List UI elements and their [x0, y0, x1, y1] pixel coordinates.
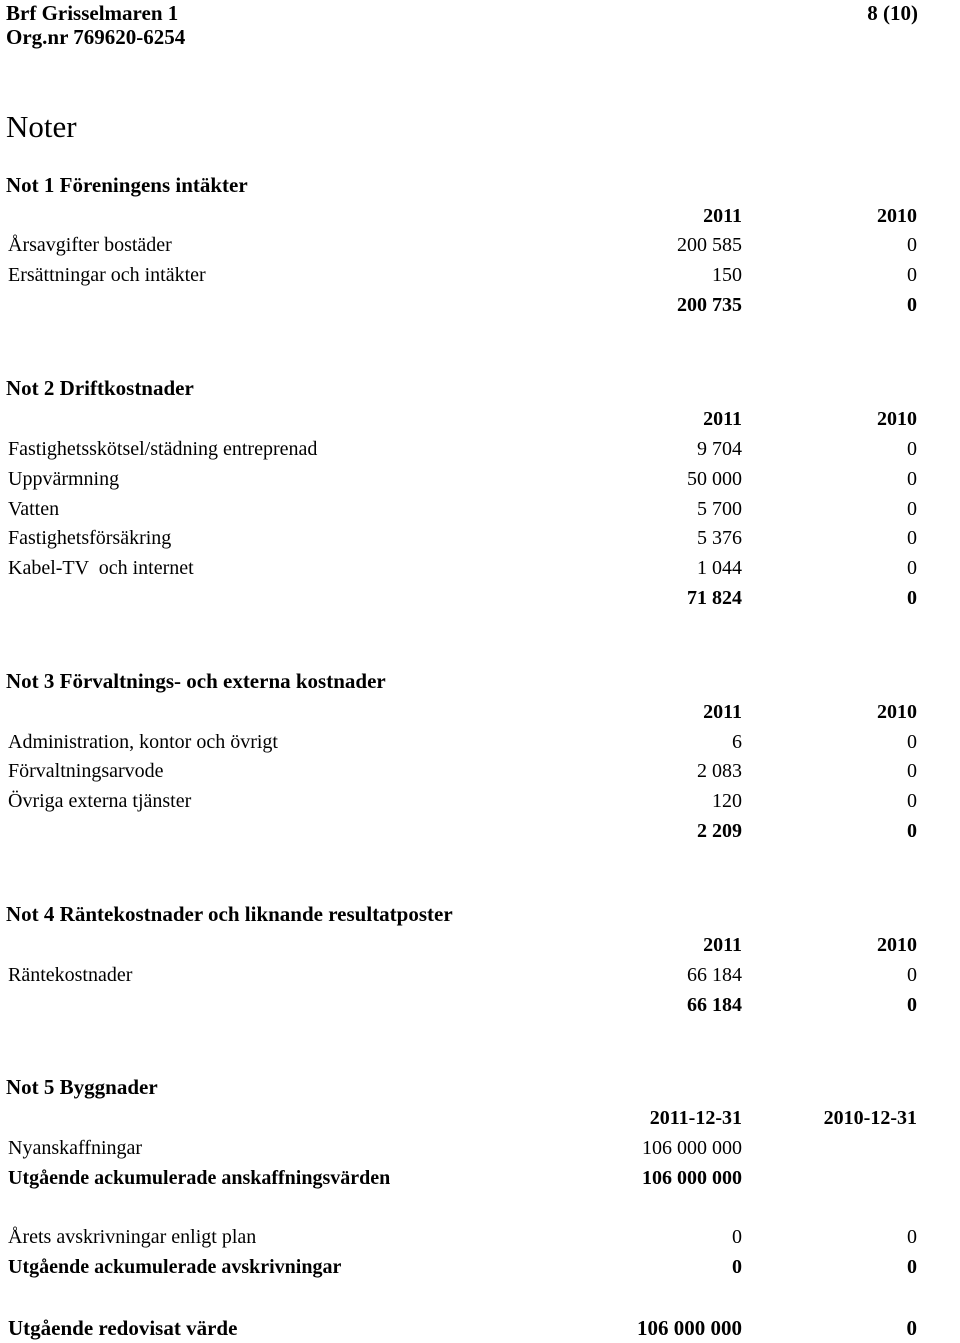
page-title: Noter [6, 109, 77, 144]
row-label: Utgående redovisat värde [8, 1316, 238, 1340]
value-current-year: 2 083 [697, 760, 742, 782]
total-current-year: 200 735 [677, 294, 742, 316]
row-label: Årsavgifter bostäder [8, 234, 172, 256]
row-label: Förvaltningsarvode [8, 760, 164, 782]
row-label: Nyanskaffningar [8, 1137, 143, 1159]
value-current-year: 5 700 [697, 498, 742, 520]
table-row [0, 555, 960, 581]
org-number: Org.nr 769620-6254 [6, 25, 186, 49]
note-title: Not 1 Föreningens intäkter [6, 173, 248, 197]
column-header-row [0, 1105, 960, 1131]
value-current-year: 200 585 [677, 234, 742, 256]
column-header-row [0, 932, 960, 958]
value-previous-year: 0 [907, 438, 917, 460]
total-current-year: 2 209 [697, 820, 742, 842]
value-previous-year: 0 [907, 1226, 917, 1248]
column-header: 2010 [877, 408, 917, 430]
column-header: 2011 [703, 701, 742, 723]
note-title: Not 2 Driftkostnader [6, 376, 194, 400]
value-current-year: 66 184 [687, 964, 742, 986]
table-row [0, 962, 960, 988]
total-row [0, 992, 960, 1018]
row-label: Ersättningar och intäkter [8, 264, 206, 286]
value-current-year: 106 000 000 [642, 1167, 742, 1189]
value-previous-year: 0 [907, 731, 917, 753]
note-title: Not 4 Räntekostnader och liknande resultatposter [6, 902, 453, 926]
table-row [0, 436, 960, 462]
column-header-row [0, 699, 960, 725]
value-current-year: 120 [712, 790, 742, 812]
value-current-year: 9 704 [697, 438, 742, 460]
table-row [0, 758, 960, 784]
value-current-year: 1 044 [697, 557, 742, 579]
row-label: Fastighetsförsäkring [8, 527, 172, 549]
column-header-row [0, 203, 960, 229]
value-previous-year: 0 [906, 1316, 917, 1340]
total-row [0, 818, 960, 844]
table-row [0, 466, 960, 492]
row-label: Uppvärmning [8, 468, 120, 490]
row-label: Räntekostnader [8, 964, 133, 986]
column-header: 2011 [703, 205, 742, 227]
row-label: Vatten [8, 498, 60, 520]
row-label: Administration, kontor och övrigt [8, 731, 278, 753]
total-previous-year: 0 [907, 294, 917, 316]
value-previous-year: 0 [907, 1256, 917, 1278]
table-row [0, 1165, 960, 1191]
total-previous-year: 0 [907, 587, 917, 609]
row-label: Övriga externa tjänster [8, 790, 192, 812]
value-previous-year: 0 [907, 527, 917, 549]
value-current-year: 5 376 [697, 527, 742, 549]
row-label: Kabel-TV och internet [8, 557, 194, 579]
total-previous-year: 0 [907, 994, 917, 1016]
value-previous-year: 0 [907, 790, 917, 812]
value-previous-year: 0 [907, 760, 917, 782]
value-current-year: 106 000 000 [637, 1316, 742, 1340]
note-title: Not 3 Förvaltnings- och externa kostnader [6, 669, 386, 693]
table-row [0, 525, 960, 551]
total-current-year: 66 184 [687, 994, 742, 1016]
row-label: Utgående ackumulerade avskrivningar [8, 1256, 342, 1278]
value-previous-year: 0 [907, 468, 917, 490]
note-title: Not 5 Byggnader [6, 1075, 158, 1099]
column-header: 2011 [703, 408, 742, 430]
page-number: 8 (10) [867, 1, 918, 25]
column-header: 2011-12-31 [649, 1107, 742, 1129]
total-row [0, 292, 960, 318]
table-row [0, 496, 960, 522]
total-current-year: 71 824 [687, 587, 742, 609]
table-row [0, 788, 960, 814]
org-name: Brf Grisselmaren 1 [6, 1, 179, 25]
column-header: 2010 [877, 934, 917, 956]
table-row [0, 262, 960, 288]
table-row [0, 1254, 960, 1280]
row-label: Årets avskrivningar enligt plan [8, 1226, 257, 1248]
value-current-year: 150 [712, 264, 742, 286]
value-current-year: 0 [732, 1256, 742, 1278]
table-row [0, 1135, 960, 1161]
row-label: Utgående ackumulerade anskaffningsvärden [8, 1167, 391, 1189]
column-header: 2010 [877, 701, 917, 723]
table-row [0, 729, 960, 755]
table-row [0, 232, 960, 258]
total-previous-year: 0 [907, 820, 917, 842]
column-header: 2010 [877, 205, 917, 227]
value-current-year: 6 [732, 731, 742, 753]
total-row [0, 585, 960, 611]
row-label: Fastighetsskötsel/städning entreprenad [8, 438, 318, 460]
value-previous-year: 0 [907, 264, 917, 286]
value-current-year: 106 000 000 [642, 1137, 742, 1159]
column-header: 2011 [703, 934, 742, 956]
value-current-year: 50 000 [687, 468, 742, 490]
table-row [0, 1224, 960, 1250]
value-current-year: 0 [732, 1226, 742, 1248]
total-row [0, 1315, 960, 1341]
value-previous-year: 0 [907, 557, 917, 579]
column-header: 2010-12-31 [823, 1107, 917, 1129]
value-previous-year: 0 [907, 234, 917, 256]
column-header-row [0, 406, 960, 432]
value-previous-year: 0 [907, 964, 917, 986]
value-previous-year: 0 [907, 498, 917, 520]
